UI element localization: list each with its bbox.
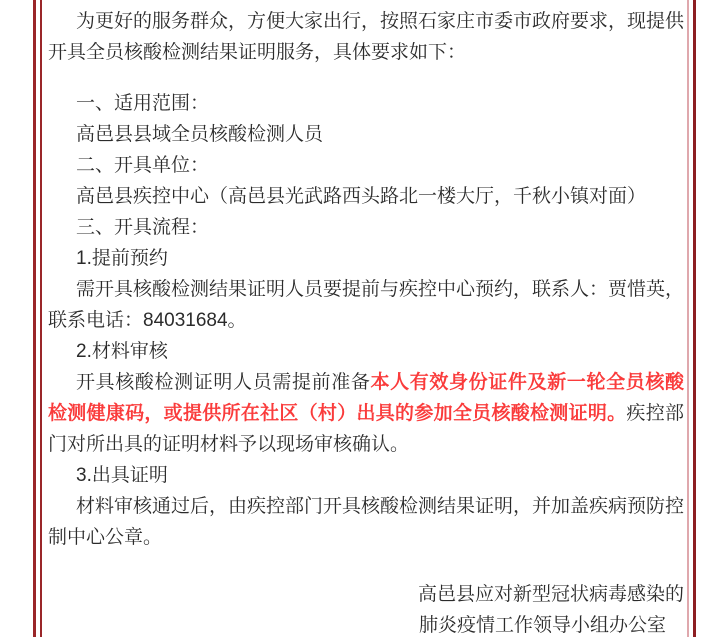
step1-title: 1.提前预约: [76, 248, 168, 269]
section2-title: 二、开具单位：: [76, 155, 210, 176]
step2-body: [48, 367, 684, 460]
signature-line-2: 肺炎疫情工作领导小组办公室: [418, 615, 666, 636]
signature-block: [48, 579, 684, 641]
section1-body: 高邑县县域全员核酸检测人员: [76, 124, 324, 145]
left-inner-border-line: [40, 0, 42, 637]
section2-body: 高邑县疾控中心（高邑县光武路西头路北一楼大厅，千秋小镇对面）: [76, 186, 647, 207]
step1-body: 需开具核酸检测结果证明人员要提前与疾控中心预约，联系人：贾惜英，联系电话：84031684。: [48, 279, 685, 331]
step3-body: 材料审核通过后，由疾控部门开具核酸检测结果证明，并加盖疾病预防控制中心公章。: [48, 496, 685, 548]
right-inner-border-line: [687, 0, 689, 637]
step2-body-closing-text: 疾控部门对所出具的证明材料予以现场审核确认。: [48, 403, 684, 455]
section1-title: 一、适用范围：: [76, 93, 210, 114]
document-body: [48, 6, 684, 641]
intro-paragraph: 为更好的服务群众，方便大家出行，按照石家庄市委市政府要求，现提供开具全员核酸检测结果证明服务，具体要求如下：: [48, 11, 685, 63]
section3-title: 三、开具流程：: [76, 217, 210, 238]
step2-body-highlighted-text: 本人有效身份证件及新一轮全员核酸检测健康码，或提供所在社区（村）出具的参加全员核酸检测证明。: [48, 372, 684, 424]
step2-body-normal-text: 开具核酸检测证明人员需提前准备: [76, 372, 371, 393]
step2-title: 2.材料审核: [76, 341, 168, 362]
signature-line-1: 高邑县应对新型冠状病毒感染的: [417, 584, 684, 605]
step3-title: 3.出具证明: [76, 465, 168, 486]
right-outer-border-line: [693, 0, 696, 637]
left-outer-border-line: [33, 0, 36, 637]
